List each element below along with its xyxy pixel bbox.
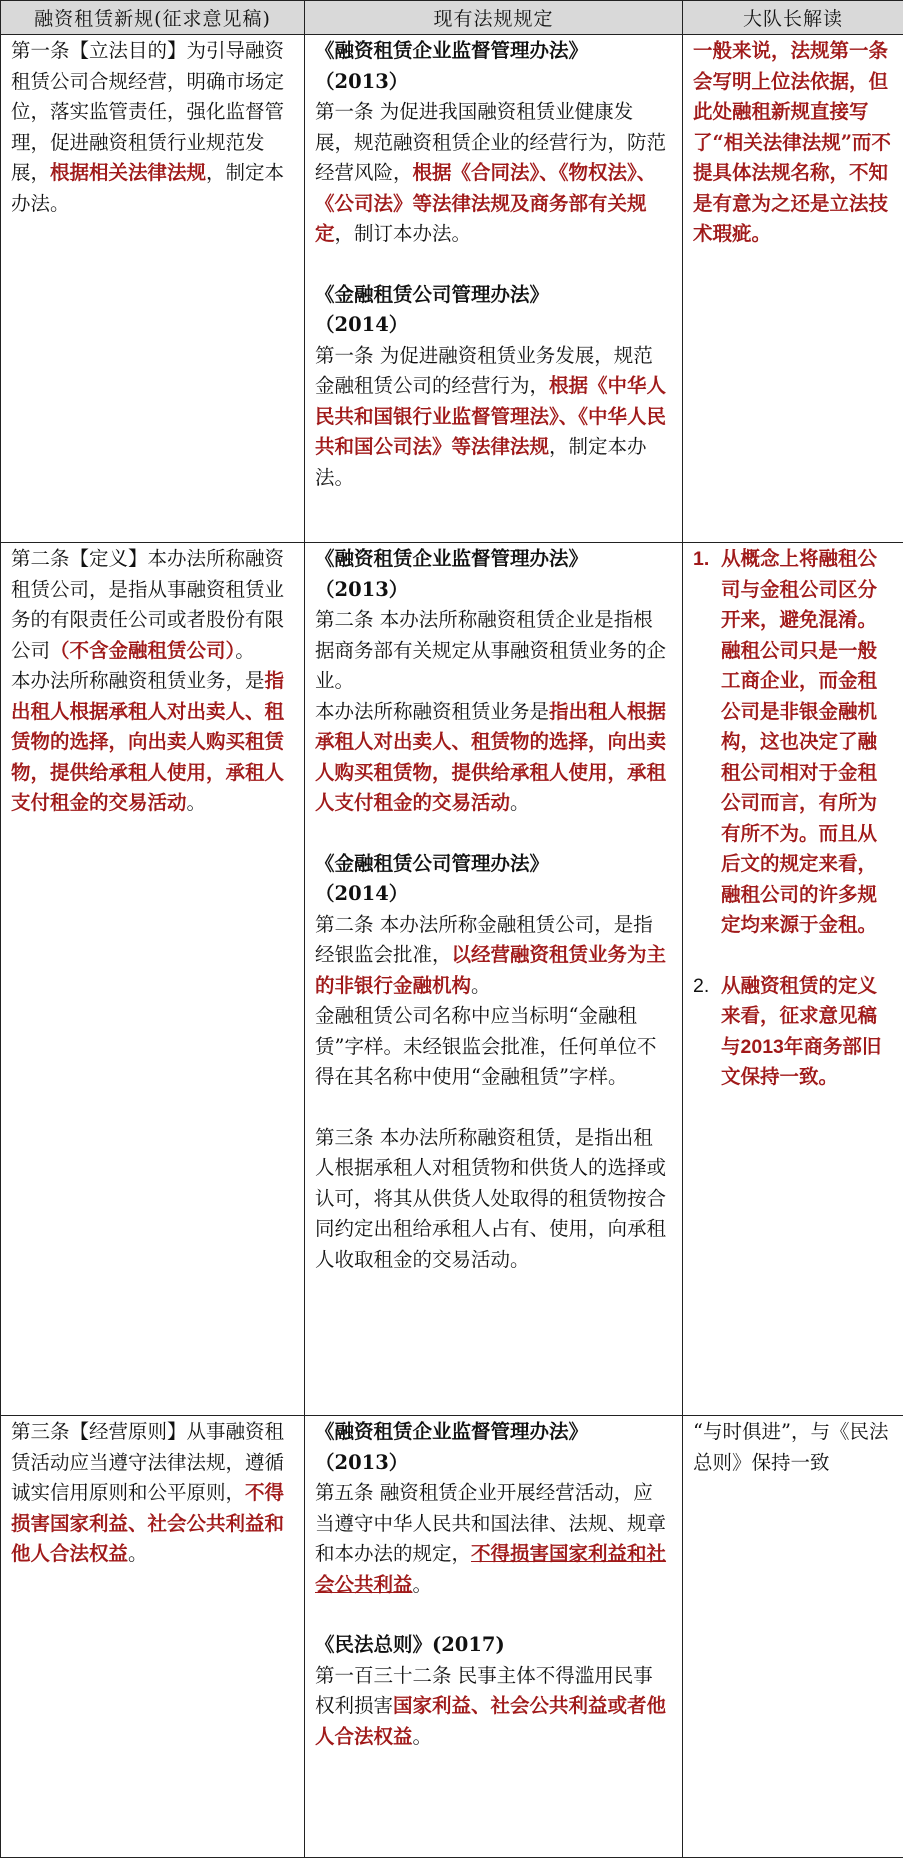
new-rule-text: 第三条【经营原则】从事融资租赁活动应当遵守法律法规，遵循诚实信用原则和公平原则，: [11, 1420, 284, 1504]
law-title: 《金融租赁公司管理办法》: [315, 849, 672, 880]
new-rule-text: 。: [128, 1542, 148, 1565]
law-text: 第二条 本办法所称融资租赁企业是指根据商务部有关规定从事融资租赁业务的企业。: [315, 605, 672, 697]
point-text-group: [721, 971, 895, 1093]
header-existing-law: 现有法规规定: [305, 1, 683, 35]
law-text: 第五条 融资租赁企业开展经营活动，应当遵守中华人民共和国法律、法规、规章和本办法的规定，: [315, 1481, 666, 1565]
new-rule-highlight: （不含金融租赁公司）: [50, 639, 235, 662]
law-text: 。: [413, 1725, 433, 1748]
new-rule-text: ，制定本办法。: [11, 161, 284, 215]
point-year: 2013: [741, 1036, 784, 1058]
law-text: 金融租赁公司名称中应当标明“金融租赁”字样。未经银监会批准，任何单位不得在其名称中使用“金融租赁”字样。: [315, 1001, 672, 1093]
commentary-cell: [683, 35, 903, 543]
new-rule-text: 。: [235, 639, 255, 662]
commentary-cell: [683, 543, 903, 1416]
table-row: [1, 543, 903, 1416]
law-highlight: 不得损害国家利益和社会公共利益: [315, 1542, 666, 1596]
law-title: 《融资租赁企业监督管理办法》: [315, 36, 672, 67]
header-new-rule: 融资租赁新规(征求意见稿): [1, 1, 305, 35]
point-text: 从融资租赁的定义来看，征求意见稿与: [721, 974, 877, 1058]
law-title: 《融资租赁企业监督管理办法》: [315, 1417, 672, 1448]
commentary-cell: [683, 1416, 903, 1858]
law-highlight: 指出租人根据承租人对出卖人、租赁物的选择，向出卖人购买租赁物，提供给承租人使用，承租人支付租金的交易活动: [315, 700, 666, 815]
point-number: 1.: [693, 544, 721, 941]
law-text: 第三条 本办法所称融资租赁，是指出租人根据承租人对租赁物和供货人的选择或认可，将其从供货人处取得的租赁物按合同约定出租给承租人占有、使用，向承租人收取租金的交易活动。: [315, 1123, 672, 1276]
law-highlight: 根据《中华人民共和国银行业监督管理法》、《中华人民共和国公司法》等法律法规: [315, 374, 666, 458]
law-text: 第二条 本办法所称金融租赁公司，是指经银监会批准，: [315, 913, 653, 967]
law-year: （2013）: [315, 67, 672, 98]
new-rule-cell: [1, 1416, 305, 1858]
header-row: [1, 1, 903, 35]
law-text: 第一条 为促进我国融资租赁业健康发展，规范融资租赁企业的经营行为，防范经营风险，: [315, 100, 666, 184]
header-commentary: 大队长解读: [683, 1, 903, 35]
commentary-text: 一般来说，法规第一条会写明上位法依据，但此处融租新规直接写了“相关法律法规”而不提具体法规名称，不知是有意为之还是立法技术瑕疵。: [693, 39, 891, 245]
commentary-point: [693, 971, 895, 1093]
law-highlight: 以经营融资租赁业务为主的非银行金融机构: [315, 943, 666, 997]
spacer: [693, 941, 895, 971]
commentary-text: “与时俱进”，与《民法总则》保持一致: [693, 1420, 888, 1474]
new-rule-cell: [1, 35, 305, 543]
new-rule-text: 第二条【定义】本办法所称融资租赁公司，是指从事融资租赁业务的有限责任公司或者股份有限公司: [11, 547, 284, 662]
table-row: [1, 1416, 903, 1858]
law-text: 第一百三十二条 民事主体不得滥用民事权利损害: [315, 1664, 653, 1718]
new-rule-highlight: 指出租人根据承租人对出卖人、租赁物的选择，向出卖人购买租赁物，提供给承租人使用，承租人支付租金的交易活动: [11, 669, 284, 814]
point-text: 年商务部旧文保持一致。: [721, 1035, 881, 1089]
law-text: 第一条 为促进融资租赁业务发展，规范金融租赁公司的经营行为，: [315, 344, 653, 398]
new-rule-text: 本办法所称融资租赁业务，是: [11, 669, 265, 692]
new-rule-cell: [1, 543, 305, 1416]
commentary-point: [693, 544, 895, 941]
law-year: （2014）: [315, 310, 672, 341]
law-text: 。: [413, 1573, 433, 1596]
new-rule-highlight: 不得损害国家利益、社会公共利益和他人合法权益: [11, 1481, 284, 1565]
law-title: 《金融租赁公司管理办法》: [315, 280, 672, 311]
point-number: 2.: [693, 971, 721, 1093]
law-year: （2014）: [315, 879, 672, 910]
law-highlight: 国家利益、社会公共利益或者他人合法权益: [315, 1694, 666, 1748]
new-rule-text: 第一条【立法目的】为引导融资租赁公司合规经营，明确市场定位，落实监管责任，强化监督管理，促进融资租赁行业规范发展，: [11, 39, 284, 184]
law-text: 。: [510, 791, 530, 814]
existing-law-cell: [305, 35, 683, 543]
spacer: [315, 250, 672, 280]
law-year: （2013）: [315, 1448, 672, 1479]
spacer: [315, 1600, 672, 1630]
law-highlight: 根据《合同法》、《物权法》、《公司法》等法律法规及商务部有关规定: [315, 161, 656, 245]
law-title: 《民法总则》(2017): [315, 1630, 672, 1661]
law-title: 《融资租赁企业监督管理办法》: [315, 544, 672, 575]
spacer: [315, 819, 672, 849]
existing-law-cell: [305, 543, 683, 1416]
existing-law-cell: [305, 1416, 683, 1858]
law-year: （2013）: [315, 575, 672, 606]
law-text: ，制订本办法。: [335, 222, 472, 245]
law-text: 本办法所称融资租赁业务是: [315, 700, 549, 723]
table-row: [1, 35, 903, 543]
new-rule-text: 。: [187, 791, 207, 814]
law-text: 。: [471, 974, 491, 997]
law-text: ，制定本办法。: [315, 435, 647, 489]
point-text: 从概念上将融租公司与金租公司区分开来，避免混淆。融租公司只是一般工商企业，而金租公司是非银金融机构，这也决定了融租公司相对于金租公司而言，有所为有所不为。而且从后文的规定来看，融租公司的许多规定均来源于金租。: [721, 544, 895, 941]
spacer: [315, 1093, 672, 1123]
new-rule-highlight: 根据相关法律法规: [50, 161, 206, 184]
